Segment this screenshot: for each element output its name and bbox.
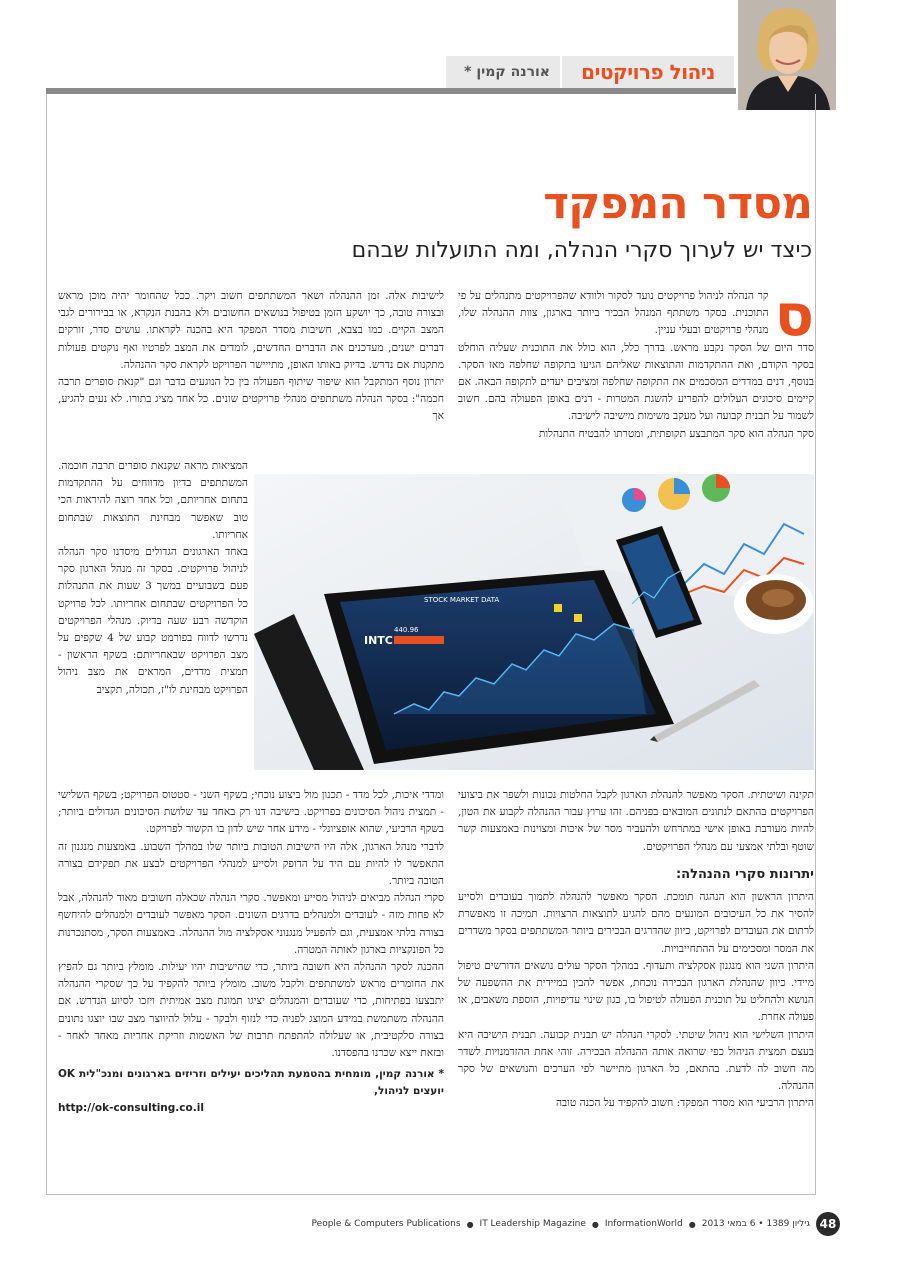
paragraph: תקינה ושיטתית. הסקר מאפשר להנהלת הארגון לקבל החלטות נכונות ולשפר את ביצועי הפרויקטים בהתאם לנתונים המובאים בפניהם. זהו ערוץ עבור ההנהלה לקבוע את הטון, להיות מעורבת באופן אישי במתרחש ולהעביר מסר של איכות ומצוינות באמצעות קשר שוטף ובלתי אמצעי עם מנהלי הפרויקטים. <box>458 789 814 853</box>
paragraph: סקרי הנהלה מביאים לניהול מסייע ומאפשר. סקרי הנהלה שכאלה חשובים מאוד להנהלה, אבל לא פחות מזה - לעובדים ולמנהלים בדרגים השונים. הסקר מאפשר לעובדים ולמנהלים להיחשף בצורה בלתי אמצעית, וגם להפעיל מנגנוני אסקלציה מול ההנהלה. באמצעות הסקר, מסתנכרנות כל הפונקציות בארגון לאותה המטרה. <box>58 892 444 956</box>
paragraph: סדר היום של הסקר נקבע מראש. בדרך כלל, הוא כולל את התוכנית שעליה הוחלט בסקר הקודם, ואת ההתקדמות והתוצאות שאליהם הגיעו בתקופה שחלפה מאז הסקר. בנוסף, דנים במדדים המסכמים את התקופה שחלפה ומציבים יעדים לתקופה הבאה. אם קיימים סיכונים העלולים להפריע להשגת המטרות - דנים באופן הפעולה בהם. חשוב לשמור על תבנית קבועה ועל מעקב משימות מישיבה לישיבה. <box>458 341 814 423</box>
article-subtitle: כיצד יש לערוך סקרי הנהלה, ומה התועלות שבהם <box>351 238 812 263</box>
tablet-ticker: INTC <box>364 634 393 647</box>
paragraph: היתרון השני הוא מנגנון אסקלציה ותעדוף. במהלך הסקר עולים נושאים הדורשים טיפול מיידי. כיוון שהנהלת הארגון הבכירה נוכחת, אפשר להבין במיידית את ההשפעה של הנושא ולהחליט על תוכנית הפעולה לטיפול בו, כגון שינוי עדיפויות, הוספת משאבים, או פעולה אחרת. <box>458 959 814 1024</box>
section-tab <box>560 56 734 88</box>
column-left-top <box>58 288 444 426</box>
author-bar <box>446 56 560 88</box>
page-number: 48 <box>816 1212 840 1236</box>
paragraph: ומדדי איכות, לכל מדד - תכנון מול ביצוע נוכחי; בשקף השני - סטטוס הפרויקט; בשקף השלישי - תמצית ניהול הסיכונים בפרויקט. בישיבה דנו רק באחד עד שלושת הסיכונים הגדולים ביותר; בשקף הרביעי, שהוא אופציונלי - מידע אחר שיש לדון בו הקשור לפרויקט. <box>58 789 444 836</box>
paragraph: באחד הארגונים הגדולים מיסדנו סקר הנהלה לניהול פרויקטים. בסקר זה מנהל הארגון סקר פעם בשבועיים במשך 3 שעות את התנהלות כל הפרויקטים שבתחום אחריותו. לכל פרויקט הוקדשה רבע שעה בדיוק. מנהלי הפרויקטים נדרשו לדווח בפורמט קבוע של 4 שקפים על מצב הפרויקט שבאחריותם: בשקף הראשון - תמצית מדדים, המראים את מצב ניהול הפרויקט מבחינת לו"ז, תכולה, תקציב <box>58 546 249 696</box>
paragraph: ההכנה לסקר ההנהלה היא חשובה ביותר, כדי שהישיבות יהיו יעילות. מומלץ ביותר גם להפיץ את החומרים מראש למשתתפים ולקבל משוב. מומלץ ביותר להקפיד על כך שסקרי ההנהלה יתבצעו בפתיחות, כדי שעובדים והמנהלים יציגו תמונת מצב אמיתית ויזכו לסיוע הנדרש. אם ההנהלה משתמשת במידע המוצג לפניה כדי לנזוף ולבקר - עלול להיווצר מצב שבו יוצגו נתונים בצורה סלקטיבית, או שעלולה להתפתח תרבות של האשמות וזריקת אחריות מאחד לאחר - ובזאת ייצא שכרנו בהפסדנו. <box>58 961 444 1060</box>
author-bio: * אורנה קמין, מומחית בהטמעת תהליכים יעילים וזריזים בארגונים ומנכ"לית OK יועצים לניהול, <box>58 1068 444 1098</box>
paragraph: לדברי מנהל הארגון, אלה היו הישיבות הטובות ביותר שלו במהלך השבוע. באמצעות מנגנון זה התאפשר לו להיות עם היד על הדופק ולסייע למנהלי הפרויקטים לבצע את תפקידם בצורה הטובה ביותר. <box>58 840 444 888</box>
page-header <box>46 56 734 90</box>
tablet-header: STOCK MARKET DATA <box>424 596 500 604</box>
section-name: ניהול פרויקטים <box>581 60 715 84</box>
advantages-heading: יתרונות סקרי ההנהלה: <box>675 866 814 882</box>
column-right-top <box>458 281 814 443</box>
footer-publisher: People & Computers Publications <box>311 1219 461 1229</box>
tablet-price: 440.96 <box>394 626 419 634</box>
footer-publisher: IT Leadership Magazine <box>479 1219 586 1229</box>
page-footer: People & Computers Publications ● IT Leadership Magazine ● InformationWorld ● גיליון 1389 • 6 במאי 2013 48 <box>300 1212 840 1236</box>
paragraph: היתרון הרביעי הוא מסדר המפקד: חשוב להקפיד על הכנה טובה <box>555 1097 814 1110</box>
paragraph: היתרון השלישי הוא ניהול שיטתי. לסקרי הנהלה יש תבנית קבועה. תבנית הישיבה היא בעצם תמצית הניהול כפי שרואה אותה ההנהלה הבכירה. זוהי אחת ההזדמנויות לשדר מה חשוב לה לדעת. בהתאם, כל הארגון מתיישר לפי הערכים והנושאים של סקר ההנהלה. <box>458 1028 814 1093</box>
column-left-bottom <box>58 787 444 1117</box>
paragraph: היתרון הראשון הוא הנהגה תומכת. הסקר מאפשר להנהלה לתמוך בעובדים ולסייע להסיר את כל העיכובים המונעים מהם להגיע לתוצאות הרצויות. תמיכה זו מאפשרת לרתום את העובדים לפרויקט, כיוון שהדרגים הבכירים ביותר המשתתפים בסקר משדרים את המסר ומסכימים על ההתחייבויות. <box>458 891 814 955</box>
header-author: אורנה קמין * <box>464 64 550 80</box>
article-title: מסדר המפקד <box>543 178 812 229</box>
footer-publisher: InformationWorld <box>604 1219 683 1229</box>
hero-image <box>254 474 814 770</box>
paragraph: סקר הנהלה הוא סקר המתבצע תקופתית, ומטרתו להבטיח התנהלות <box>538 427 814 440</box>
author-website-link[interactable]: http://ok-consulting.co.il <box>58 1102 204 1115</box>
column-left-narrow <box>58 458 248 699</box>
paragraph: יתרון נוסף המתקבל הוא שיפור שיתוף הפעולה בין כל הנוגעים בדבר וגם "קנאת סופרים תרבה חכמה": בסקר הנהלה משתתפים מנהלי פרויקטים שונים. כל אחד מציג בתורו. לא נעים להגיע, אך <box>58 376 444 423</box>
paragraph: ס קר הנהלה לניהול פרויקטים נועד לסקור ולוודא שהפרויקטים מתנהלים על פי התוכנית. בסקר משתתף המנהל הבכיר ביותר בארגון, צוות ההנהלה שלו, מנהלי פרויקטים ובעלי עניין. <box>458 281 814 349</box>
paragraph: לישיבות אלה. זמן ההנהלה ושאר המשתתפים חשוב ויקר. ככל שהחומר יהיה מוכן מראש ובצורה טובה, כך יושקע הזמן בטיפול בנושאים החשובים ולא בהבנת הנקרא, או בבירורים לגבי המצב הקיים. כמו בצבא, חשיבות מסדר המפקד היא בהכנה לקראתו. עושים סדר, זורקים דברים ישנים, מעדכנים את הדברים החדשים, לומדים את המצב לפרטיו ואף נוקטים פעולות מתקנות אם נדרש. בדיוק באותו האופן, מתייישר הפרויקט לקראת סקר ההנהלה. <box>58 290 444 371</box>
footer-issue: גיליון 1389 • 6 במאי 2013 <box>701 1219 810 1229</box>
paragraph: המציאות מראה שקנאת סופרים תרבה חוכמה. המשתתפים בדיון מדווחים על ההתקדמות בתחום אחריותם, וכל אחד רוצה להיראות הכי טוב שאפשר מבחינת התוצאות שבתחום אחריותו. <box>58 460 248 541</box>
dropcap: ס <box>774 281 814 349</box>
column-right-bottom <box>458 787 814 1113</box>
